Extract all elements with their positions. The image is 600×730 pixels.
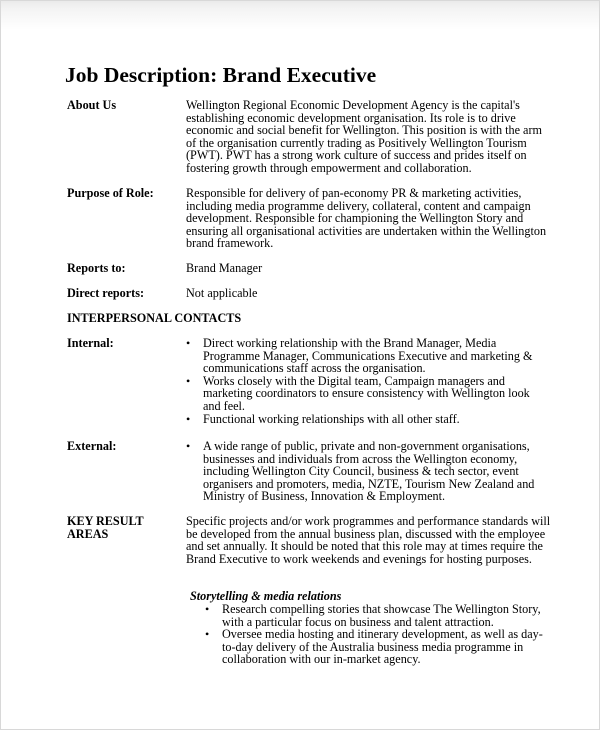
bullet-icon: • xyxy=(205,627,210,642)
interpersonal-heading: INTERPERSONAL CONTACTS xyxy=(67,311,242,325)
reports-to-value: Brand Manager xyxy=(186,261,263,275)
list-item: • Oversee media hosting and itinerary development, as well as day-to-day delivery of the Australia business media programme in collaboration with our in-market agency. xyxy=(205,627,543,667)
key-result-text: Specific projects and/or work programmes and performance standards will be developed from the annual business plan, discussed with the employee and set annually. It should be noted that this role may at times require the Brand Executive to work weekends and evenings for hosting purposes. xyxy=(186,514,551,566)
external-label: External: xyxy=(67,439,117,453)
key-result-label: KEY RESULT AREAS xyxy=(67,514,144,541)
storytelling-list xyxy=(205,603,545,666)
reports-to-label: Reports to: xyxy=(67,261,126,275)
external-list xyxy=(186,440,546,503)
list-item: • Works closely with the Digital team, Campaign managers and marketing coordinators to ensure consistency with Wellington look and feel. xyxy=(186,373,530,413)
bullet-icon: • xyxy=(205,602,210,616)
bullet-icon: • xyxy=(186,336,191,350)
list-item: • A wide range of public, private and non-government organisations, businesses and individuals from across the Wellington economy, including Wellington City Council, business & tech sector, event organisers and promoters, media, NZTE, Tourism New Zealand and Ministry of Business, Innovation & Employment. xyxy=(186,439,535,504)
bullet-icon: • xyxy=(186,411,191,426)
bullet-icon: • xyxy=(186,373,191,388)
internal-list xyxy=(186,337,546,425)
list-item: • Direct working relationship with the Brand Manager, Media Programme Manager, Communications Executive and marketing & communications staff across the organisation. xyxy=(186,336,533,376)
about-label: About Us xyxy=(67,98,117,112)
storytelling-heading: Storytelling & media relations xyxy=(190,589,342,603)
list-item: • Research compelling stories that showcase The Wellington Story, with a particular focus on business and talent attraction. xyxy=(205,602,541,629)
page-title: Job Description: Brand Executive xyxy=(65,63,377,87)
bullet-icon: • xyxy=(186,439,191,453)
purpose-text: Responsible for delivery of pan-economy PR & marketing activities, including media programme delivery, collateral, content and campaign development. Responsible for championing the Wellington Story and ensuring all organisational activities are undertaken within the Wellington brand framework. xyxy=(186,186,547,251)
direct-reports-value: Not applicable xyxy=(186,286,258,300)
about-text: Wellington Regional Economic Development Agency is the capital's establishing economic development organisation. Its role is to drive economic and social benefit for Wellington. This position is with the arm of the organisation currently trading as Positively Wellington Tourism (PWT). PWT has a strong work culture of success and prides itself on fostering growth through empowerment and collaboration. xyxy=(186,98,543,175)
purpose-label: Purpose of Role: xyxy=(67,186,154,200)
internal-label: Internal: xyxy=(67,336,114,350)
list-item: • Functional working relationships with all other staff. xyxy=(186,411,460,426)
direct-reports-label: Direct reports: xyxy=(67,286,145,300)
